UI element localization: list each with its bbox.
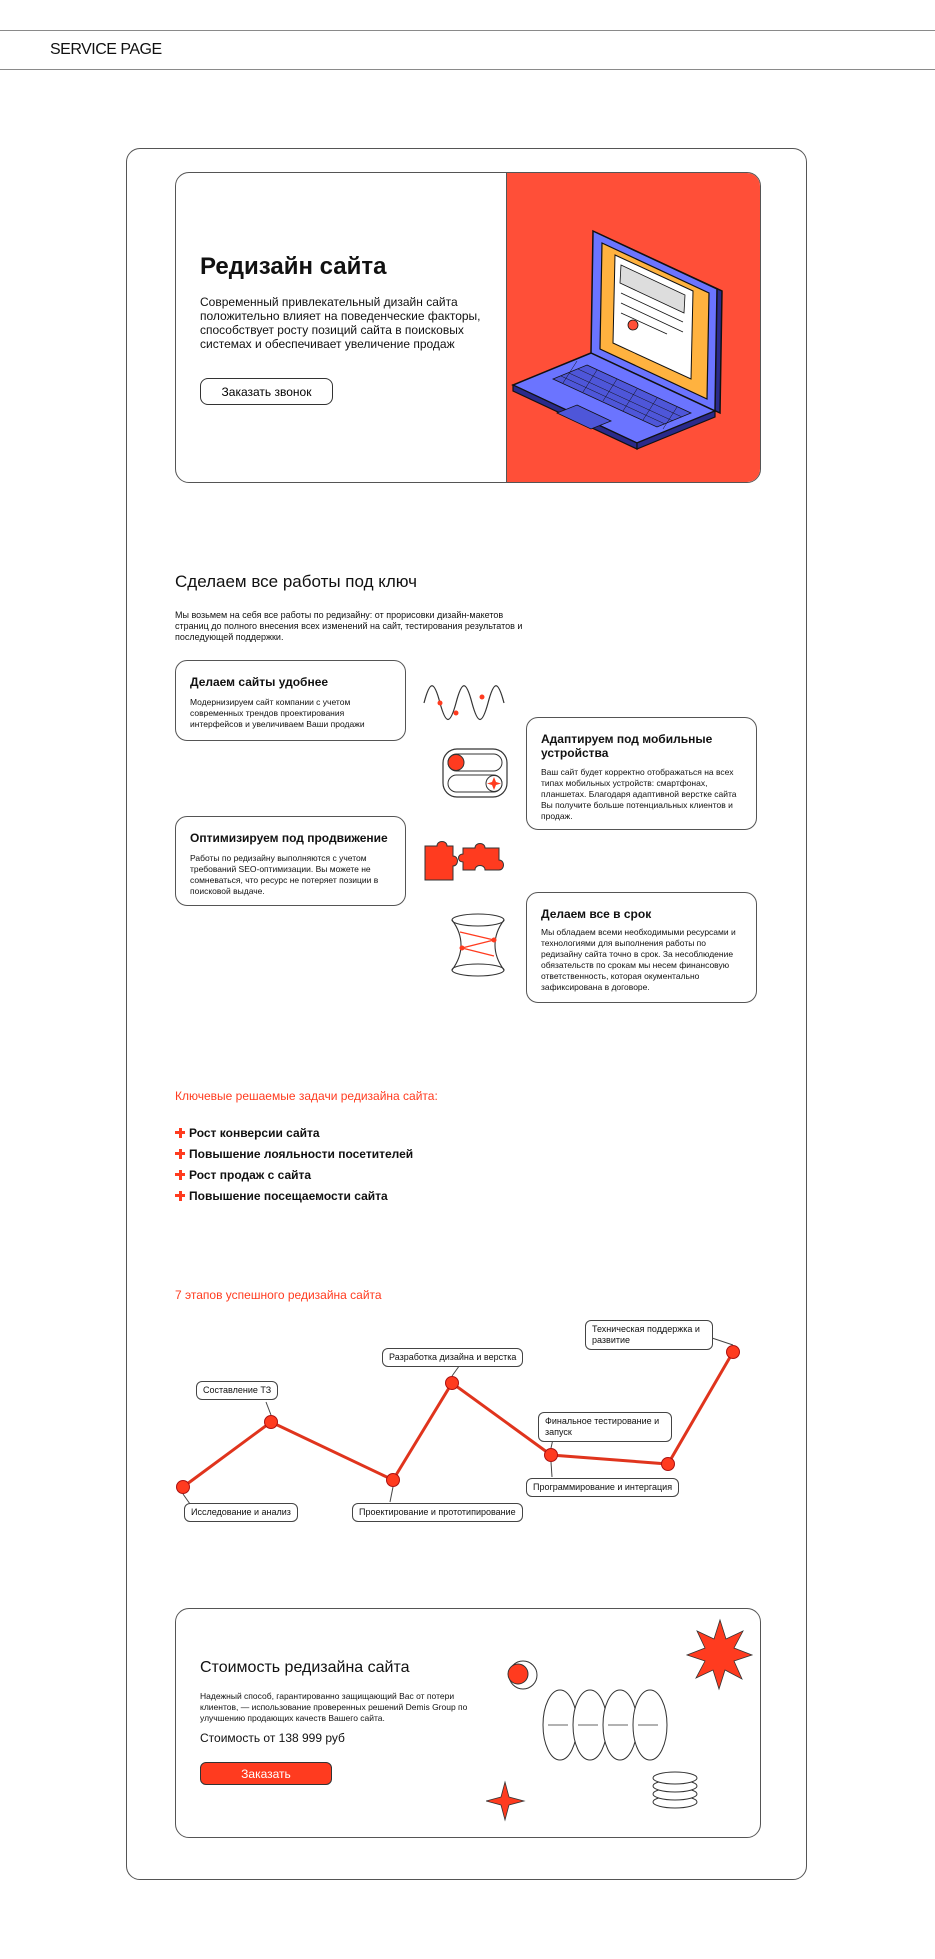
stage-label: Проектирование и прототипирование: [352, 1503, 523, 1522]
stage-label: Программирование и интергация: [526, 1478, 679, 1497]
toggle-switches-icon: [442, 748, 508, 798]
feature-card-mobile: [526, 717, 757, 830]
feature-card-seo: [175, 816, 406, 906]
price-decoration: [486, 1617, 756, 1832]
price-section: [175, 1608, 761, 1838]
list-item: Рост продаж с сайта: [175, 1164, 413, 1185]
works-title: Сделаем все работы под ключ: [175, 572, 418, 591]
list-item: Повышение посещаемости сайта: [175, 1185, 413, 1206]
stage-label: Составление ТЗ: [196, 1381, 278, 1400]
stage-point: [446, 1377, 459, 1390]
plus-icon: [175, 1149, 185, 1159]
list-item: Повышение лояльности посетителей: [175, 1143, 413, 1164]
stage-point: [387, 1474, 400, 1487]
stage-label: Финальное тестирование и запуск: [538, 1412, 672, 1442]
spiral-icon: [448, 912, 508, 978]
puzzle-icon: [423, 840, 507, 882]
stage-point: [265, 1416, 278, 1429]
plus-icon: [175, 1170, 185, 1180]
stage-label: Исследование и анализ: [184, 1503, 298, 1522]
order-button[interactable]: Заказать: [200, 1762, 332, 1785]
hero-title: Редизайн сайта: [200, 253, 387, 280]
feature-text: Мы обладаем всеми необходимыми ресурсами и технологиями для выполнения работы по редизайну сайта точно в срок. За несоблюдение обязательств по срокам мы несем финансовую ответственность, которая окументально зафиксирована в договоре.: [541, 927, 736, 992]
hero-text-panel: [176, 173, 506, 482]
feature-title: Оптимизируем под продвижение: [190, 831, 388, 845]
list-item: Рост конверсии сайта: [175, 1122, 413, 1143]
stage-label: Разработка дизайна и верстка: [382, 1348, 523, 1367]
plus-icon: [175, 1191, 185, 1201]
order-call-button[interactable]: Заказать звонок: [200, 378, 333, 405]
wave-icon: [422, 675, 507, 725]
price-description: Надежный способ, гарантированно защищающий Вас от потери клиентов, — использование проверенных решений Demis Group по улучшению продающих качеств Вашего сайта.: [200, 1691, 468, 1723]
hero-description: Современный привлекательный дизайн сайта положительно влияет на поведенческие факторы, способствует росту позиций сайта в поисковых системах и обеспечивает увеличение продаж: [200, 295, 481, 351]
feature-title: Делаем все в срок: [541, 907, 652, 921]
feature-text: Ваш сайт будет корректно отображаться на всех типах мобильных устройств: смартфонах, планшетах. Благодаря адаптивной верстке сайта Вы получите больше потенциальных клиентов и продаж.: [541, 767, 737, 821]
feature-text: Работы по редизайну выполняются с учетом требований SEO-оптимизации. Вы можете не сомневаться, что ресурс не потеряет позиции в поисковой выдаче.: [190, 853, 379, 896]
stage-label: Техническая поддержка и развитие: [585, 1320, 713, 1350]
feature-title: Адаптируем под мобильные устройства: [541, 732, 713, 760]
works-description: Мы возьмем на себя все работы по редизайну: от прорисовки дизайн-макетов страниц до полного внесения всех изменений на сайт, тестирования результатов и последующей поддержки.: [175, 610, 523, 642]
key-tasks-list: [175, 1122, 413, 1206]
laptop-illustration: [507, 173, 761, 483]
top-bar: [0, 30, 935, 70]
price-cost: Стоимость от 138 999 руб: [200, 1731, 345, 1745]
key-tasks-title: Ключевые решаемые задачи редизайна сайта:: [175, 1089, 438, 1103]
stage-point: [662, 1458, 675, 1471]
stage-point: [727, 1346, 740, 1359]
feature-text: Модернизируем сайт компании с учетом современных трендов проектирования интерфейсов и увеличиваем Ваши продажи: [190, 697, 365, 729]
stages-title: 7 этапов успешного редизайна сайта: [175, 1288, 382, 1302]
stage-point: [545, 1449, 558, 1462]
feature-card-usability: [175, 660, 406, 741]
stage-point: [177, 1481, 190, 1494]
page-header-title: SERVICE PAGE: [50, 41, 162, 58]
hero-illustration-panel: [506, 173, 761, 482]
feature-title: Делаем сайты удобнее: [190, 675, 329, 689]
hero-section: [175, 172, 761, 483]
plus-icon: [175, 1128, 185, 1138]
feature-card-deadline: [526, 892, 757, 1003]
price-title: Стоимость редизайна сайта: [200, 1659, 410, 1676]
